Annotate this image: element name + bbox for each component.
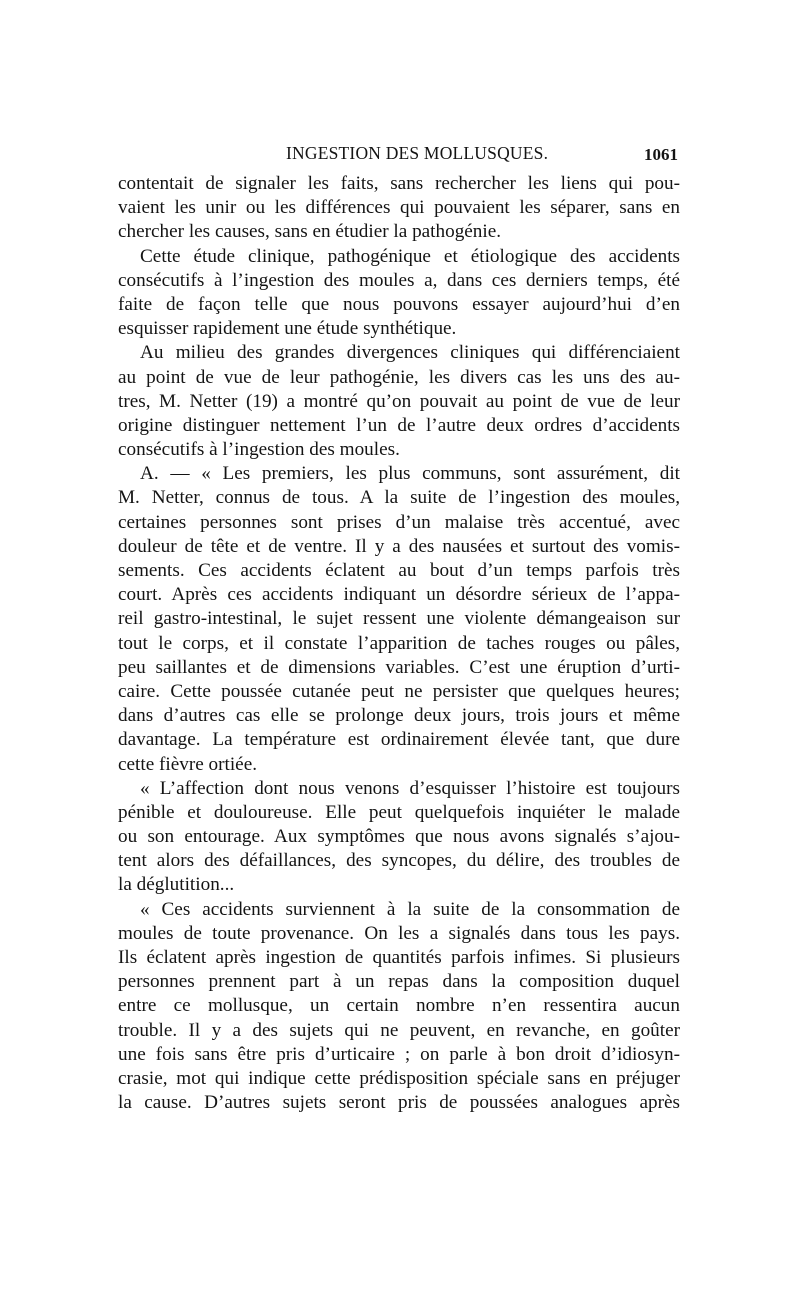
text-line: tent alors des défaillances, des syncopes, du délire, des troubles de — [118, 850, 680, 872]
text-line: origine distinguer nettement l’un de l’autre deux ordres d’accidents — [118, 414, 680, 436]
text-line: personnes prennent part à un repas dans la composition duquel — [118, 971, 680, 993]
text-line: « L’affection dont nous venons d’esquisser l’histoire est toujours — [140, 777, 680, 799]
text-line: A. — « Les premiers, les plus communs, sont assurément, dit — [140, 463, 680, 485]
text-line: consécutifs à l’ingestion des moules. — [118, 439, 400, 461]
text-line: trouble. Il y a des sujets qui ne peuvent, en revanche, en goûter — [118, 1019, 680, 1041]
text-line: chercher les causes, sans en étudier la pathogénie. — [118, 221, 502, 243]
running-title: INGESTION DES MOLLUSQUES. — [286, 143, 549, 163]
text-line: caire. Cette poussée cutanée peut ne persister que quelques heures; — [118, 680, 680, 702]
text-line: vaient les unir ou les différences qui pouvaient les séparer, sans en — [118, 197, 680, 219]
text-line: « Ces accidents surviennent à la suite de la consommation de — [140, 898, 680, 920]
page-number: 1061 — [644, 145, 678, 164]
text-line: M. Netter, connus de tous. A la suite de l’ingestion des moules, — [118, 487, 680, 509]
text-line: Cette étude clinique, pathogénique et étiologique des accidents — [140, 245, 680, 267]
text-line: reil gastro-intestinal, le sujet ressent une violente démangeaison sur — [118, 608, 680, 630]
text-line: court. Après ces accidents indiquant un désordre sérieux de l’appa- — [118, 584, 680, 606]
text-line: moules de toute provenance. On les a signalés dans tous les pays. — [118, 922, 680, 944]
text-line: esquisser rapidement une étude synthétique. — [118, 318, 457, 340]
text-line: davantage. La température est ordinairement élevée tant, que dure — [118, 729, 680, 751]
text-line: entre ce mollusque, un certain nombre n’en ressentira aucun — [118, 995, 680, 1017]
text-line: ou son entourage. Aux symptômes que nous avons signalés s’ajou- — [118, 826, 680, 848]
page-header — [118, 143, 680, 167]
text-line: consécutifs à l’ingestion des moules a, dans ces derniers temps, été — [118, 269, 680, 291]
text-line: Ils éclatent après ingestion de quantités parfois infimes. Si plusieurs — [118, 947, 680, 968]
text-line: crasie, mot qui indique cette prédisposition spéciale sans en préjuger — [118, 1067, 680, 1089]
text-line: tres, M. Netter (19) a montré qu’on pouvait au point de vue de leur — [118, 390, 680, 412]
text-line: la cause. D’autres sujets seront pris de poussées analogues après — [118, 1092, 680, 1114]
text-line: cette fièvre ortiée. — [118, 753, 258, 775]
text-line: faite de façon telle que nous pouvons essayer aujourd’hui d’en — [118, 293, 680, 315]
text-line: contentait de signaler les faits, sans rechercher les liens qui pou- — [118, 173, 680, 194]
text-line: au point de vue de leur pathogénie, les divers cas les uns des au- — [118, 366, 680, 388]
text-line: une fois sans être pris d’urticaire ; on parle à bon droit d’idiosyn- — [118, 1043, 680, 1065]
text-line: la déglutition... — [118, 874, 235, 896]
text-body — [118, 172, 680, 1115]
text-line: peu saillantes et de dimensions variables. C’est une éruption d’urti- — [118, 656, 680, 678]
text-line: tout le corps, et il constate l’apparition de taches rouges ou pâles, — [118, 632, 680, 654]
text-line: sements. Ces accidents éclatent au bout d’un temps parfois très — [118, 560, 680, 581]
text-line: douleur de tête et de ventre. Il y a des nausées et surtout des vomis- — [118, 535, 680, 557]
text-line: pénible et douloureuse. Elle peut quelquefois inquiéter le malade — [118, 801, 680, 823]
text-line: certaines personnes sont prises d’un malaise très accentué, avec — [118, 511, 680, 533]
text-line: dans d’autres cas elle se prolonge deux jours, trois jours et même — [118, 705, 680, 727]
text-line: Au milieu des grandes divergences cliniques qui différenciaient — [140, 342, 680, 364]
